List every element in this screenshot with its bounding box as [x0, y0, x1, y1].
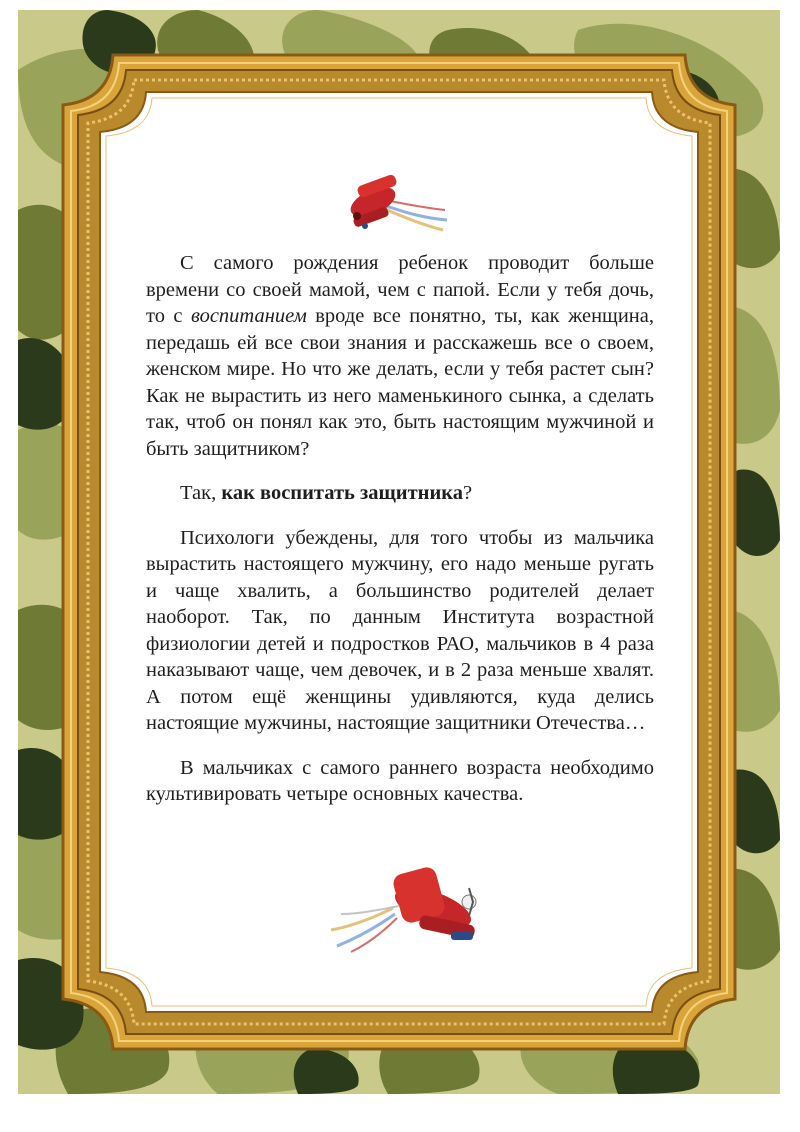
- paragraph-qualities: В мальчиках с самого раннего возраста необходимо культивировать четыре основных качества.: [146, 756, 654, 805]
- paragraph-intro-text-1: С самого рождения ребенок проводит больше времени со своей мамой, чем с папой. Если у тебя дочь, то с: [146, 252, 654, 327]
- emphasis-word: воспитанием: [190, 305, 307, 327]
- page-sheet: [18, 10, 780, 1094]
- toy-airplane-icon: [343, 160, 455, 240]
- paragraph-intro-text-2: вроде все понятно, ты, как женщина, передашь ей все свои знания и расскажешь все о своем, женском мире. Но что же делать, если у тебя растет сын? Как не вырастить из него маменькиного сынка, а сделать так, чтоб он понял как это, быть настоящим мужчиной и быть защитником?: [146, 305, 655, 460]
- question-bold: как воспитать защитника: [221, 482, 464, 504]
- article-body: [146, 250, 654, 826]
- paragraph-psychologists: Психологи убеждены, для того чтобы из мальчика вырастить настоящего мужчину, его надо меньше ругать и чаще хвалить, а большинство родителей делает наоборот. Так, по данным Института возрастной физиологии детей и подростков РАО, мальчиков в 4 раза наказывают чаще, чем девочек, и в 2 раза меньше хвалят. А потом ещё женщины удивляются, куда делись настоящие мужчины, настоящие защитники Отечества…: [146, 526, 654, 734]
- paragraph-question: [146, 480, 654, 507]
- paragraph-intro: [146, 250, 654, 462]
- question-prefix: Так,: [180, 482, 222, 504]
- toy-airplane-icon: [323, 848, 488, 958]
- question-suffix: ?: [463, 482, 473, 504]
